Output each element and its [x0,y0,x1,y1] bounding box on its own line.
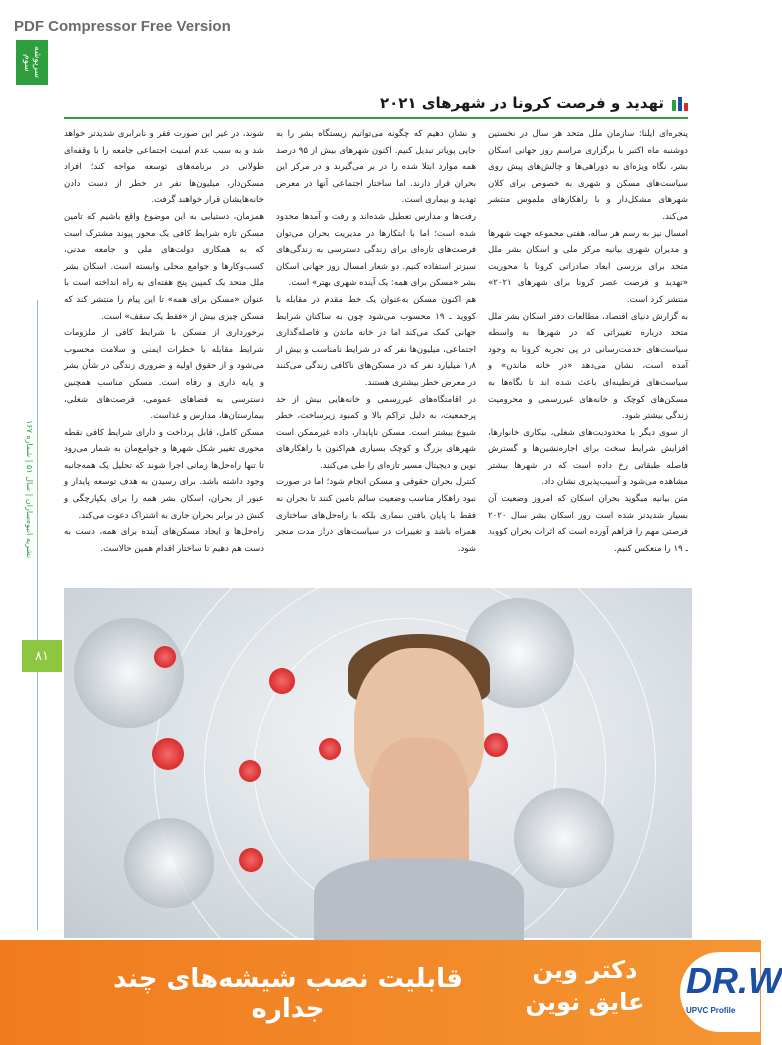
text-column-middle [276,126,476,586]
banner-brand-line1: دکتر وین [532,956,638,984]
paragraph: از سوی دیگر با محدودیت‌های شغلی، بیکاری خانوارها، افزایش شرایط سخت برای اجاره‌نشین‌ها و گسترش فاصله طبقاتی رخ داده است که در شهرها بیشتر مشاهده می‌شود و آسیب‌پذیری نشان داد. [488,427,688,488]
virus-icon [152,738,184,770]
paragraph: شوند، در غیر این صورت فقر و نابرابری شدیدتر خواهد شد و به سبب عدم امنیت اجتماعی جامعه را با وقفه‌ای طولانی در برنامه‌های توسعه مواجه کند؛ افراد مسکن‌دار، میلیون‌ها نفر در خطر از دست دادن خانه‌هایشان قرار خواهند گرفت. [64,129,264,206]
virus-icon [124,818,214,908]
article-title: تهدید و فرصت کرونا در شهرهای ۲۰۲۱ [379,94,664,112]
virus-icon [269,668,295,694]
side-publication-text: نشریه انبوه‌سازان | سال ۵۱ | شماره ۱۶۷ [25,420,34,559]
virus-icon [74,618,184,728]
logo-text: DR.W [686,960,782,1001]
virus-icon [154,646,176,668]
paragraph: امسال نیز به رسم هر ساله، هفتی مجموعه جهت شهرها و مدیران شهری بیانیه مرکز ملی و اسکان بشر ملل متحد برای بررسی ابعاد صادراتی کرونا با محوریت «تهدید و فرصت عصر کرونا برای شهرهای ۲۰۲۱» منتشر کرد است. [488,228,688,305]
paragraph: کنترل بحران حقوقی و مسکن انجام شود؛ اما در صورت نبود راهکار مناسب وضعیت سالم تامین کنند تا بحران نه فقط با پایان یافتن بیماری بلکه با راه‌حل‌های ساختاری همراه باشد و تغییرات در سیاست‌های دراز مدت منجر شود. [276,477,476,554]
person-figure [314,628,524,938]
banner-brand-text [520,954,650,1018]
paragraph: متن بیانیه میگوید بحران اسکان که امروز وضعیت آن بسیار شدیدتر شده است روز اسکان بشر سال ۲۰۲۰ فرصتی مهم را فراهم آورده است که اثرات بحران کووید ـ ۱۹ را منعکس کنیم. [488,494,688,554]
paragraph: هم اکنون مسکن به‌عنوان یک خط مقدم در مقابله با کووید ـ ۱۹ محسوب می‌شود چون به ساکنان شرایط جهانی کمک می‌کند اما در خانه ماندن و فاصله‌گذاری اجتماعی، میلیون‌ها نفر که در شرایط نامناسب و بیش از ۱٫۸ میلیارد نفر که در مسکن‌های ناکافی زندگی می‌کنند در معرض خطر بیشتری هستند. [276,294,476,388]
paragraph: رفت‌ها و مدارس تعطیل شده‌اند و رفت و آمدها محدود شده است؛ اما با ابتکارها در مدیریت بحران می‌توان فرصت‌های تازه‌ای برای زندگی دسترسی به زندگی‌های سبزتر استفاده کنیم. دو شعار امسال روز جهانی اسکان بشر «مسکن برای همه: یک آینده شهری بهتر» است. [276,211,476,289]
paragraph: مسکن کامل، قابل پرداخت و دارای شرایط کافی نقطه محوری تغییر شکل شهرها و جوامع‌مان به شمار می‌رود تا تنها راه‌حل‌ها زمانی اجرا شوند که تحلیل یک همه‌جانبه وجود داشته باشد. برای رسیدن به هدف توسعه پایدار و عبور از بحران، اسکان بشر همه را برای یکپارچگی و کنش در برابر بحران جاری به اشتراک دعوت می‌کند. [64,427,264,521]
logo-subtitle: UPVC Profile [686,1006,736,1015]
paragraph: راه‌حل‌ها و ایجاد مسکن‌های آینده برای همه، دست به دست هم دهیم تا ساختار اقدام همین حالاست. [64,527,264,554]
virus-icon [514,788,614,888]
banner-main-text: قابلیت نصب شیشه‌های چند جداره [113,964,463,1024]
article-photo [64,588,692,938]
side-divider [37,300,38,930]
article-title-bar [300,92,688,114]
text-column-left [64,126,264,586]
paragraph: پنجره‌ای ایلنا: سازمان ملل متحد هر سال در نخستین دوشنبه ماه اکتبر با برگزاری مراسم روز جهانی اسکان بشر، نگاه ویژه‌ای به دوراهی‌ها و چالش‌های پیش روی سیاست‌های مسکن و شهری به خصوص برای کلان شهرهای مشکل‌دار و با راهکارهای ملموس منتشر می‌کند. [488,129,688,222]
text-column-right [488,126,688,586]
advertisement-banner [0,940,782,1045]
section-tab: سرپوشه سوم [16,40,48,85]
paragraph: به گزارش دنیای اقتصاد، مطالعات دفتر اسکان بشر ملل متحد درباره تغییراتی که در شهرها به واسطه سیاست‌های خدمت‌رسانی در پی تجربه کرونا به وجود آمده است، نشان می‌دهد «در خانه ماندن» و سیاست‌های قرنطینه‌ای باعث شده اند تا نگاه‌ها به مسکن‌های کوچک و خانه‌های غیررسمی و محرومیت زندگی بیشتر شود. [488,311,688,422]
article-columns [64,126,688,586]
page-number: ۸۱ [22,640,62,672]
paragraph: همزمان، دستیابی به این موضوع واقع باشیم که تامین مسکن تازه شرایط کافی یک محور پیوند مشترک است که به همکاری دولت‌های ملی و جامعه مدنی، کسب‌وکارها و جوامع محلی وابسته است. اسکان بشر ملل متحد یک کمپین پنج هفته‌ای به راه انداخته است با عنوان «مسکن برای همه» تا این پیام را منتشر کند که مسکن چیزی بیش از «فقط یک سقف» است. [64,211,264,322]
paragraph: در اقامتگاه‌های غیررسمی و خانه‌هایی بیش از حد پرجمعیت، به دلیل تراکم بالا و کمبود زیرساخت، خطر شیوع بیشتر است. مسکن ناپایدار، داده غیرممکن است شهرهای بزرگ و کوچک بسیاری هم‌اکنون با راهکارهای نوین و دیجیتال مسیر تازه‌ای را طی می‌کنند. [276,394,476,471]
banner-brand-line2: عایق نوین [525,988,645,1016]
virus-icon [239,760,261,782]
watermark: PDF Compressor Free Version [14,18,231,35]
brand-logo [680,952,782,1032]
paragraph: برخورداری از مسکن با شرایط کافی از ملزومات شرایط مقابله با خطرات ایمنی و سلامت محسوب می‌شود و از حقوق اولیه و ضروری زندگی در شأن بشر و پایه داری و رفاه است. مسکن مناسب همچنین دسترسی به فضاهای عمومی، فرصت‌های شغلی، بیمارستان‌ها، مدارس و غذاست. [64,328,264,422]
title-underline [64,117,688,119]
shirt-shape [314,858,524,948]
paragraph: و نشان دهیم که چگونه می‌توانیم زیستگاه بشر را به جایی پویاتر تبدیل کنیم. اکنون شهرهای بیش از ۹۵ درصد همه موارد ابتلا شده را در بر می‌گیرند و در مرکز این بحران قرار دارند. اما ساختار اجتماعی آنها در معرض تهدید و بیماری است. [276,129,476,206]
virus-icon [239,848,263,872]
bar-chart-icon [670,95,688,111]
